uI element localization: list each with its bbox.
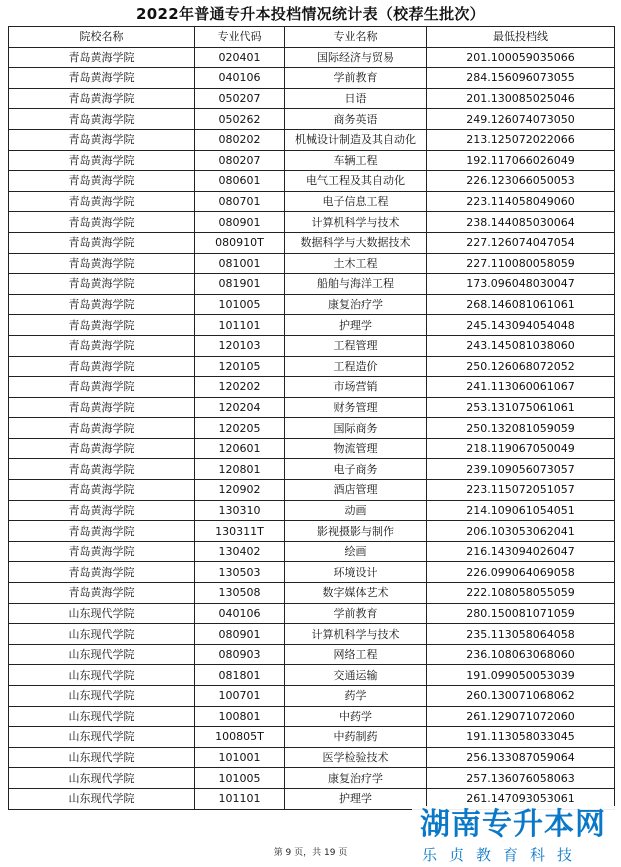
table-row [9, 665, 615, 686]
watermark-subtitle: 乐贞教育科技 [422, 846, 585, 864]
table-row [9, 644, 615, 665]
table-row [9, 562, 615, 583]
min-score-cell: 226.099064069058 [427, 562, 615, 583]
table-row [9, 274, 615, 295]
major-code-cell: 040106 [195, 603, 285, 624]
major-code-cell: 130503 [195, 562, 285, 583]
major-code-cell: 120801 [195, 459, 285, 480]
min-score-cell: 223.114058049060 [427, 191, 615, 212]
watermark [412, 806, 621, 867]
table-row [9, 706, 615, 727]
table-body [9, 47, 615, 809]
major-name-cell: 药学 [285, 686, 427, 707]
major-code-cell: 080701 [195, 191, 285, 212]
school-name-cell: 青岛黄海学院 [9, 150, 195, 171]
major-code-cell: 080903 [195, 644, 285, 665]
page-title: 2022年普通专升本投档情况统计表（校荐生批次） [136, 5, 485, 23]
major-code-cell: 040106 [195, 68, 285, 89]
min-score-cell: 192.117066026049 [427, 150, 615, 171]
min-score-cell: 239.109056073057 [427, 459, 615, 480]
major-code-cell: 080207 [195, 150, 285, 171]
major-name-cell: 计算机科学与技术 [285, 624, 427, 645]
major-code-cell: 130508 [195, 583, 285, 604]
major-name-cell: 日语 [285, 88, 427, 109]
major-name-cell: 影视摄影与制作 [285, 521, 427, 542]
header-major-name: 专业名称 [285, 27, 427, 48]
table-row [9, 397, 615, 418]
school-name-cell: 青岛黄海学院 [9, 541, 195, 562]
major-name-cell: 护理学 [285, 315, 427, 336]
major-name-cell: 中药学 [285, 706, 427, 727]
major-name-cell: 机械设计制造及其自动化 [285, 129, 427, 150]
major-name-cell: 计算机科学与技术 [285, 212, 427, 233]
min-score-cell: 227.126074047054 [427, 232, 615, 253]
school-name-cell: 青岛黄海学院 [9, 521, 195, 542]
table-row [9, 418, 615, 439]
major-name-cell: 市场营销 [285, 377, 427, 398]
school-name-cell: 山东现代学院 [9, 727, 195, 748]
min-score-cell: 236.108063068060 [427, 644, 615, 665]
min-score-cell: 218.119067050049 [427, 438, 615, 459]
min-score-cell: 257.136076058063 [427, 768, 615, 789]
watermark-logo-text: 湖南专升本网 [420, 807, 606, 842]
min-score-cell: 213.125072022066 [427, 129, 615, 150]
major-name-cell: 商务英语 [285, 109, 427, 130]
table-row [9, 150, 615, 171]
major-code-cell: 080910T [195, 232, 285, 253]
school-name-cell: 青岛黄海学院 [9, 583, 195, 604]
school-name-cell: 青岛黄海学院 [9, 459, 195, 480]
table-row [9, 212, 615, 233]
major-name-cell: 国际经济与贸易 [285, 47, 427, 68]
major-code-cell: 101001 [195, 747, 285, 768]
major-code-cell: 080901 [195, 212, 285, 233]
min-score-cell: 250.126068072052 [427, 356, 615, 377]
major-name-cell: 环境设计 [285, 562, 427, 583]
major-code-cell: 101101 [195, 315, 285, 336]
school-name-cell: 青岛黄海学院 [9, 356, 195, 377]
min-score-cell: 249.126074073050 [427, 109, 615, 130]
major-code-cell: 120103 [195, 335, 285, 356]
table-row [9, 438, 615, 459]
major-name-cell: 中药制药 [285, 727, 427, 748]
table-row [9, 109, 615, 130]
school-name-cell: 山东现代学院 [9, 624, 195, 645]
min-score-cell: 222.108058055059 [427, 583, 615, 604]
major-code-cell: 100805T [195, 727, 285, 748]
table-row [9, 335, 615, 356]
table-row [9, 47, 615, 68]
table-header-row [9, 27, 615, 48]
min-score-cell: 173.096048030047 [427, 274, 615, 295]
admission-table [8, 26, 615, 810]
school-name-cell: 青岛黄海学院 [9, 129, 195, 150]
school-name-cell: 青岛黄海学院 [9, 88, 195, 109]
major-name-cell: 工程造价 [285, 356, 427, 377]
table-row [9, 191, 615, 212]
min-score-cell: 250.132081059059 [427, 418, 615, 439]
table-row [9, 583, 615, 604]
school-name-cell: 青岛黄海学院 [9, 109, 195, 130]
major-name-cell: 船舶与海洋工程 [285, 274, 427, 295]
min-score-cell: 261.129071072060 [427, 706, 615, 727]
min-score-cell: 227.110080058059 [427, 253, 615, 274]
school-name-cell: 青岛黄海学院 [9, 397, 195, 418]
school-name-cell: 山东现代学院 [9, 665, 195, 686]
major-name-cell: 数字媒体艺术 [285, 583, 427, 604]
major-code-cell: 120202 [195, 377, 285, 398]
school-name-cell: 青岛黄海学院 [9, 335, 195, 356]
school-name-cell: 山东现代学院 [9, 747, 195, 768]
table-row [9, 294, 615, 315]
major-name-cell: 物流管理 [285, 438, 427, 459]
major-name-cell: 动画 [285, 500, 427, 521]
min-score-cell: 245.143094054048 [427, 315, 615, 336]
major-code-cell: 101005 [195, 294, 285, 315]
major-name-cell: 电子信息工程 [285, 191, 427, 212]
table-row [9, 603, 615, 624]
min-score-cell: 238.144085030064 [427, 212, 615, 233]
school-name-cell: 山东现代学院 [9, 644, 195, 665]
table-row [9, 68, 615, 89]
table-row [9, 253, 615, 274]
min-score-cell: 226.123066050053 [427, 171, 615, 192]
table-row [9, 377, 615, 398]
min-score-cell: 256.133087059064 [427, 747, 615, 768]
min-score-cell: 261.147093053061 [427, 788, 615, 809]
major-name-cell: 康复治疗学 [285, 768, 427, 789]
school-name-cell: 青岛黄海学院 [9, 212, 195, 233]
major-code-cell: 080601 [195, 171, 285, 192]
min-score-cell: 268.146081061061 [427, 294, 615, 315]
major-name-cell: 土木工程 [285, 253, 427, 274]
school-name-cell: 山东现代学院 [9, 768, 195, 789]
table-row [9, 727, 615, 748]
table-row [9, 747, 615, 768]
school-name-cell: 青岛黄海学院 [9, 274, 195, 295]
major-name-cell: 交通运输 [285, 665, 427, 686]
major-name-cell: 网络工程 [285, 644, 427, 665]
major-name-cell: 国际商务 [285, 418, 427, 439]
min-score-cell: 280.150081071059 [427, 603, 615, 624]
school-name-cell: 山东现代学院 [9, 686, 195, 707]
major-code-cell: 130310 [195, 500, 285, 521]
school-name-cell: 青岛黄海学院 [9, 438, 195, 459]
major-code-cell: 130402 [195, 541, 285, 562]
min-score-cell: 191.113058033045 [427, 727, 615, 748]
major-code-cell: 080901 [195, 624, 285, 645]
header-major-code: 专业代码 [195, 27, 285, 48]
major-name-cell: 绘画 [285, 541, 427, 562]
major-code-cell: 101101 [195, 788, 285, 809]
table-row [9, 500, 615, 521]
min-score-cell: 214.109061054051 [427, 500, 615, 521]
min-score-cell: 206.103053062041 [427, 521, 615, 542]
table-row [9, 541, 615, 562]
school-name-cell: 青岛黄海学院 [9, 480, 195, 501]
school-name-cell: 青岛黄海学院 [9, 253, 195, 274]
school-name-cell: 青岛黄海学院 [9, 418, 195, 439]
school-name-cell: 青岛黄海学院 [9, 315, 195, 336]
major-name-cell: 车辆工程 [285, 150, 427, 171]
major-code-cell: 081001 [195, 253, 285, 274]
table-row [9, 356, 615, 377]
min-score-cell: 260.130071068062 [427, 686, 615, 707]
major-code-cell: 120601 [195, 438, 285, 459]
table-row [9, 521, 615, 542]
school-name-cell: 青岛黄海学院 [9, 171, 195, 192]
min-score-cell: 253.131075061061 [427, 397, 615, 418]
table-row [9, 624, 615, 645]
min-score-cell: 235.113058064058 [427, 624, 615, 645]
major-code-cell: 101005 [195, 768, 285, 789]
school-name-cell: 青岛黄海学院 [9, 500, 195, 521]
school-name-cell: 青岛黄海学院 [9, 191, 195, 212]
min-score-cell: 216.143094026047 [427, 541, 615, 562]
major-code-cell: 100701 [195, 686, 285, 707]
table-row [9, 459, 615, 480]
major-name-cell: 护理学 [285, 788, 427, 809]
min-score-cell: 241.113060061067 [427, 377, 615, 398]
school-name-cell: 山东现代学院 [9, 788, 195, 809]
major-name-cell: 酒店管理 [285, 480, 427, 501]
min-score-cell: 243.145081038060 [427, 335, 615, 356]
major-code-cell: 081901 [195, 274, 285, 295]
major-code-cell: 120204 [195, 397, 285, 418]
school-name-cell: 青岛黄海学院 [9, 294, 195, 315]
major-name-cell: 工程管理 [285, 335, 427, 356]
major-name-cell: 电气工程及其自动化 [285, 171, 427, 192]
major-code-cell: 100801 [195, 706, 285, 727]
header-school: 院校名称 [9, 27, 195, 48]
major-name-cell: 数据科学与大数据技术 [285, 232, 427, 253]
school-name-cell: 青岛黄海学院 [9, 377, 195, 398]
school-name-cell: 山东现代学院 [9, 706, 195, 727]
major-code-cell: 120902 [195, 480, 285, 501]
table-row [9, 480, 615, 501]
major-code-cell: 020401 [195, 47, 285, 68]
major-name-cell: 学前教育 [285, 68, 427, 89]
min-score-cell: 201.100059035066 [427, 47, 615, 68]
major-code-cell: 080202 [195, 129, 285, 150]
min-score-cell: 284.156096073055 [427, 68, 615, 89]
school-name-cell: 青岛黄海学院 [9, 562, 195, 583]
min-score-cell: 201.130085025046 [427, 88, 615, 109]
table-row [9, 686, 615, 707]
school-name-cell: 青岛黄海学院 [9, 68, 195, 89]
major-name-cell: 电子商务 [285, 459, 427, 480]
table-row [9, 129, 615, 150]
major-code-cell: 050207 [195, 88, 285, 109]
major-name-cell: 康复治疗学 [285, 294, 427, 315]
min-score-cell: 191.099050053039 [427, 665, 615, 686]
school-name-cell: 山东现代学院 [9, 603, 195, 624]
min-score-cell: 223.115072051057 [427, 480, 615, 501]
table-row [9, 315, 615, 336]
major-code-cell: 081801 [195, 665, 285, 686]
school-name-cell: 青岛黄海学院 [9, 47, 195, 68]
major-name-cell: 学前教育 [285, 603, 427, 624]
major-code-cell: 130311T [195, 521, 285, 542]
table-row [9, 768, 615, 789]
table-row [9, 88, 615, 109]
major-name-cell: 医学检验技术 [285, 747, 427, 768]
major-name-cell: 财务管理 [285, 397, 427, 418]
major-code-cell: 120205 [195, 418, 285, 439]
table-row [9, 232, 615, 253]
school-name-cell: 青岛黄海学院 [9, 232, 195, 253]
major-code-cell: 050262 [195, 109, 285, 130]
major-code-cell: 120105 [195, 356, 285, 377]
page-footer: 第 9 页，共 19 页 [273, 848, 348, 858]
header-min-score: 最低投档线 [427, 27, 615, 48]
table-row [9, 171, 615, 192]
